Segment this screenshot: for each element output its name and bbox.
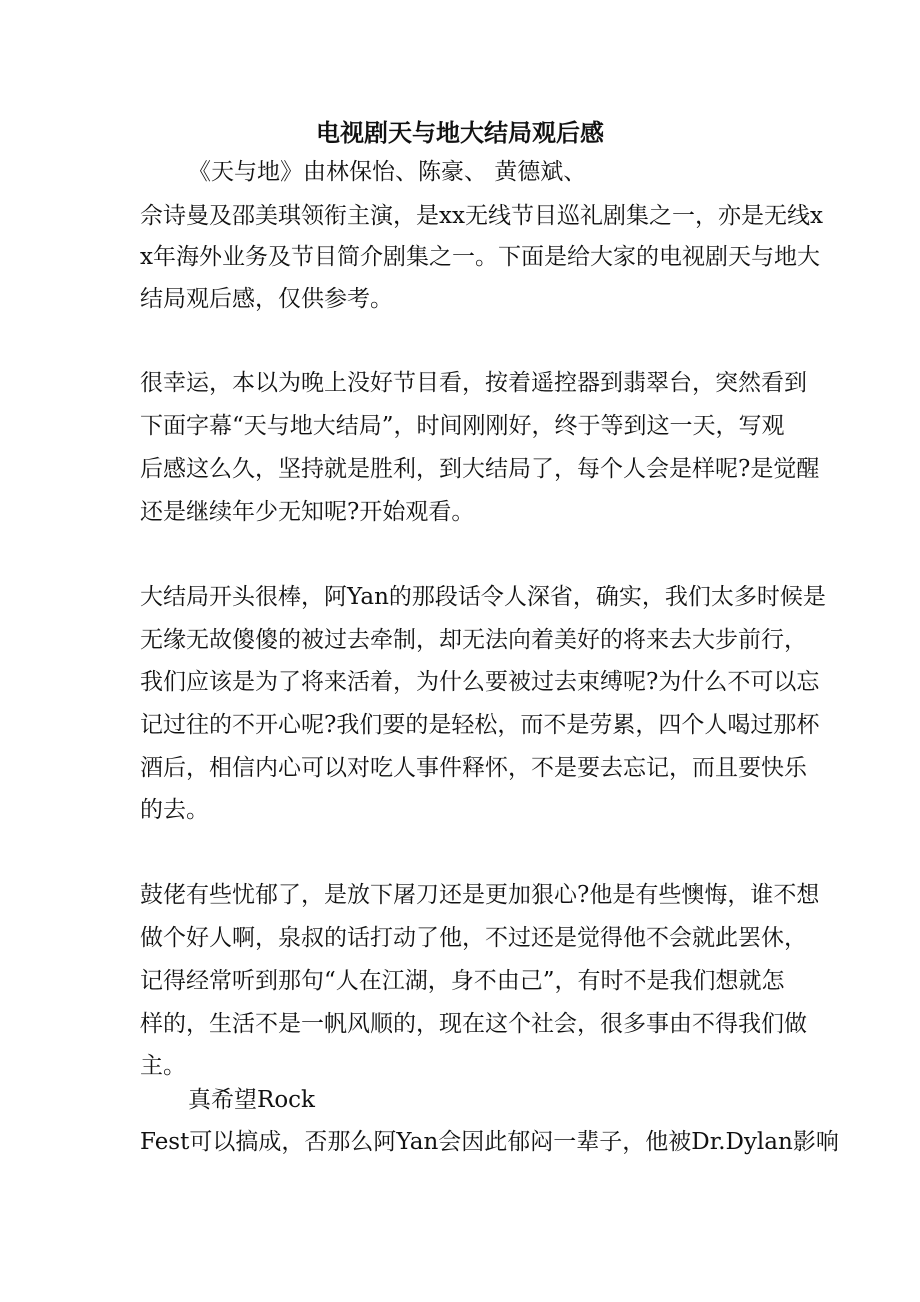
text-line: 下面字幕“天与地大结局”，时间刚刚好，终于等到这一天，写观 xyxy=(140,413,785,439)
text-line: 主。 xyxy=(140,1053,186,1079)
text-line: 酒后，相信内心可以对吃人事件释怀，不是要去忘记，而且要快乐 xyxy=(140,755,807,781)
document-title: 电视剧天与地大结局观后感 xyxy=(316,119,604,147)
text-line: x年海外业务及节目简介剧集之一。下面是给大家的电视剧天与地大 xyxy=(140,244,820,270)
text-line: 记得经常听到那句“人在江湖，身不由己”，有时不是我们想就怎 xyxy=(140,968,785,994)
text-line: 做个好人啊，泉叔的话打动了他，不过还是觉得他不会就此罢休， xyxy=(140,925,807,951)
text-line: 鼓佬有些忧郁了，是放下屠刀还是更加狠心?他是有些懊悔，谁不想 xyxy=(140,882,820,908)
text-line: Fest可以搞成，否那么阿Yan会因此郁闷一辈子，他被Dr.Dylan影响 xyxy=(140,1129,839,1155)
text-line: 的去。 xyxy=(140,797,209,823)
text-line: 样的，生活不是一帆风顺的，现在这个社会，很多事由不得我们做 xyxy=(140,1011,807,1037)
text-line: 记过往的不开心呢?我们要的是轻松，而不是劳累，四个人喝过那杯 xyxy=(140,712,820,738)
text-line: 真希望Rock xyxy=(188,1087,315,1113)
text-line: 还是继续年少无知呢?开始观看。 xyxy=(140,499,475,525)
text-line: 《天与地》由林保怡、陈豪、 黄德斌、 xyxy=(188,159,587,185)
text-line: 后感这么久，坚持就是胜利，到大结局了，每个人会是样呢?是觉醒 xyxy=(140,456,820,482)
text-line: 我们应该是为了将来活着，为什么要被过去束缚呢?为什么不可以忘 xyxy=(140,669,820,695)
text-line: 佘诗曼及邵美琪领衔主演，是xx无线节目巡礼剧集之一，亦是无线x xyxy=(140,203,823,229)
text-line: 大结局开头很棒，阿Yan的那段话令人深省，确实，我们太多时候是 xyxy=(140,584,826,610)
text-line: 无缘无故傻傻的被过去牵制，却无法向着美好的将来去大步前行， xyxy=(140,627,807,653)
text-line: 结局观后感，仅供参考。 xyxy=(140,286,393,312)
text-line: 很幸运，本以为晚上没好节目看，按着遥控器到翡翠台，突然看到 xyxy=(140,370,807,396)
